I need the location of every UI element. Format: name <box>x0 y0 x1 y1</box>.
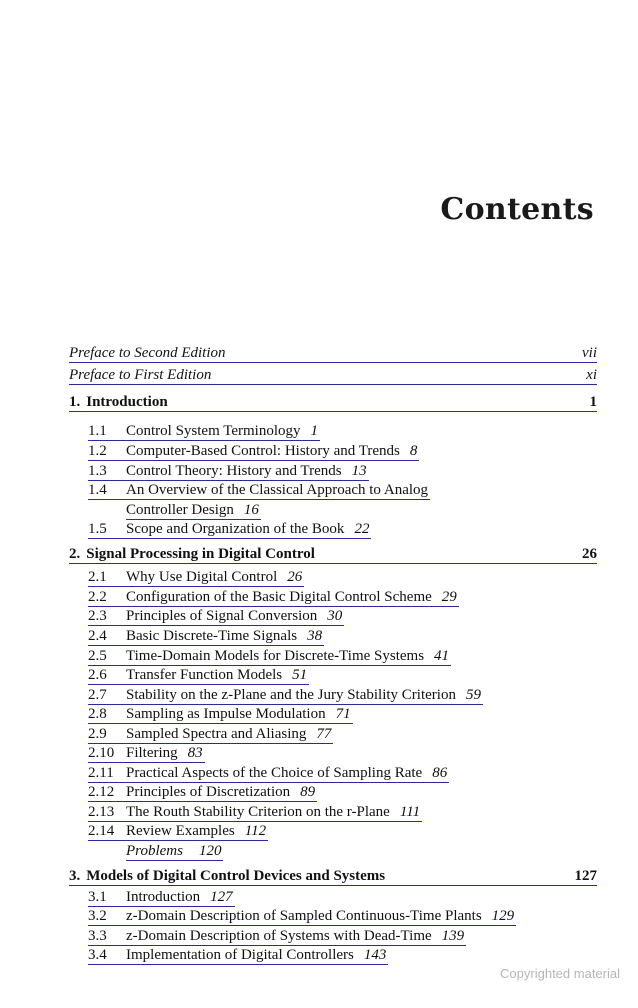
entry-title: Preface to First Edition <box>69 367 212 383</box>
toc-chapter-2[interactable] <box>69 545 597 564</box>
section-page: 13 <box>351 463 367 479</box>
section-title: An Overview of the Classical Approach to Analog <box>126 482 429 498</box>
section-number: 1.2 <box>88 443 107 459</box>
toc-section-2-3[interactable] <box>88 607 344 626</box>
section-title: Basic Discrete-Time Signals <box>126 628 298 644</box>
section-page: 22 <box>354 521 370 537</box>
chapter-number: 3. <box>69 868 81 884</box>
toc-section-1-1[interactable] <box>88 422 320 441</box>
chapter-title: Introduction <box>86 394 168 410</box>
section-number: 2.2 <box>88 589 107 605</box>
section-page: 129 <box>491 908 515 924</box>
section-page: 29 <box>441 589 457 605</box>
section-page: 111 <box>399 804 421 820</box>
section-number: 2.11 <box>88 765 114 781</box>
section-number: 2.13 <box>88 804 115 820</box>
toc-problems-2[interactable] <box>126 842 223 861</box>
section-page: 86 <box>432 765 448 781</box>
toc-section-2-10[interactable] <box>88 744 205 763</box>
section-page: 1 <box>310 423 319 439</box>
section-number: 2.6 <box>88 667 107 683</box>
toc-section-2-9[interactable] <box>88 725 333 744</box>
toc-section-2-4[interactable] <box>88 627 324 646</box>
toc-section-2-2[interactable] <box>88 588 459 607</box>
toc-entry-preface-first[interactable] <box>69 366 597 385</box>
section-page: 8 <box>409 443 418 459</box>
section-title: Transfer Function Models <box>126 667 283 683</box>
section-number: 2.8 <box>88 706 107 722</box>
section-title: Scope and Organization of the Book <box>126 521 345 537</box>
entry-title: Preface to Second Edition <box>69 345 226 361</box>
section-title: The Routh Stability Criterion on the r-Plane <box>126 804 390 820</box>
chapter-title: Signal Processing in Digital Control <box>86 546 315 562</box>
page-title: Contents <box>440 192 594 227</box>
toc-entry-preface-second[interactable] <box>69 344 597 363</box>
toc-section-3-3[interactable] <box>88 927 466 946</box>
toc-section-1-4[interactable] <box>88 481 430 500</box>
toc-section-2-6[interactable] <box>88 666 309 685</box>
toc-section-2-7[interactable] <box>88 686 483 705</box>
toc-chapter-3[interactable] <box>69 867 597 886</box>
section-title: z-Domain Description of Sampled Continuous-Time Plants <box>126 908 482 924</box>
section-number: 3.3 <box>88 928 107 944</box>
section-number: 3.4 <box>88 947 107 963</box>
entry-page: xi <box>586 367 597 383</box>
section-title: Principles of Discretization <box>126 784 291 800</box>
section-page: 41 <box>434 648 450 664</box>
section-title: Control System Terminology <box>126 423 301 439</box>
section-page: 38 <box>307 628 323 644</box>
section-number: 1.1 <box>88 423 107 439</box>
section-number: 2.12 <box>88 784 115 800</box>
section-page: 59 <box>465 687 481 703</box>
section-number: 2.3 <box>88 608 107 624</box>
section-number: 1.3 <box>88 463 107 479</box>
chapter-number: 2. <box>69 546 81 562</box>
section-number: 2.9 <box>88 726 107 742</box>
toc-section-1-4-continued[interactable] <box>126 501 261 520</box>
section-title: Principles of Signal Conversion <box>126 608 318 624</box>
section-title: Sampling as Impulse Modulation <box>126 706 326 722</box>
toc-section-3-2[interactable] <box>88 907 516 926</box>
entry-page: vii <box>582 345 597 361</box>
section-title: Sampled Spectra and Aliasing <box>126 726 307 742</box>
section-title: Filtering <box>126 745 178 761</box>
chapter-page: 26 <box>582 546 597 562</box>
section-number: 2.14 <box>88 823 115 839</box>
section-page: 83 <box>187 745 203 761</box>
section-number: 2.4 <box>88 628 107 644</box>
section-number: 3.1 <box>88 889 107 905</box>
toc-section-2-11[interactable] <box>88 764 449 783</box>
section-title: Control Theory: History and Trends <box>126 463 342 479</box>
section-page: 89 <box>300 784 316 800</box>
toc-section-2-5[interactable] <box>88 647 451 666</box>
chapter-number: 1. <box>69 394 81 410</box>
section-page: 112 <box>244 823 267 839</box>
section-number: 2.10 <box>88 745 115 761</box>
section-page: 51 <box>292 667 308 683</box>
section-page: 77 <box>316 726 332 742</box>
toc-section-2-12[interactable] <box>88 783 317 802</box>
section-page: 30 <box>327 608 343 624</box>
toc-section-2-13[interactable] <box>88 803 422 822</box>
section-title-continued: Controller Design <box>126 502 234 518</box>
chapter-title: Models of Digital Control Devices and Systems <box>86 868 386 884</box>
section-number: 3.2 <box>88 908 107 924</box>
section-page: 71 <box>335 706 351 722</box>
toc-section-1-5[interactable] <box>88 520 371 539</box>
section-number: 2.1 <box>88 569 107 585</box>
section-title: Computer-Based Control: History and Trends <box>126 443 400 459</box>
problems-label: Problems <box>126 843 183 859</box>
toc-section-3-4[interactable] <box>88 946 388 965</box>
toc-section-2-1[interactable] <box>88 568 304 587</box>
section-page: 127 <box>210 889 233 905</box>
section-title: Review Examples <box>126 823 235 839</box>
copyright-watermark: Copyrighted material <box>500 966 620 981</box>
section-title: Practical Aspects of the Choice of Sampling Rate <box>126 765 423 781</box>
section-number: 1.4 <box>88 482 107 498</box>
section-title: Time-Domain Models for Discrete-Time Systems <box>126 648 425 664</box>
chapter-page: 1 <box>589 394 597 410</box>
section-title: Introduction <box>126 889 201 905</box>
section-number: 1.5 <box>88 521 107 537</box>
toc-section-3-1[interactable] <box>88 888 235 907</box>
section-title: Configuration of the Basic Digital Control Scheme <box>126 589 432 605</box>
section-number: 2.5 <box>88 648 107 664</box>
toc-section-2-8[interactable] <box>88 705 353 724</box>
section-title: Stability on the z-Plane and the Jury Stability Criterion <box>126 687 456 703</box>
section-page: 143 <box>363 947 387 963</box>
toc-section-1-2[interactable] <box>88 442 419 461</box>
section-page: 16 <box>243 502 259 518</box>
section-title: Why Use Digital Control <box>126 569 278 585</box>
problems-page: 120 <box>198 843 222 859</box>
section-page: 139 <box>441 928 465 944</box>
section-title: z-Domain Description of Systems with Dead-Time <box>126 928 432 944</box>
chapter-page: 127 <box>574 868 597 884</box>
toc-section-1-3[interactable] <box>88 462 369 481</box>
section-title: Implementation of Digital Controllers <box>126 947 354 963</box>
toc-chapter-1[interactable] <box>69 393 597 412</box>
section-number: 2.7 <box>88 687 107 703</box>
toc-section-2-14[interactable] <box>88 822 268 841</box>
section-page: 26 <box>287 569 303 585</box>
